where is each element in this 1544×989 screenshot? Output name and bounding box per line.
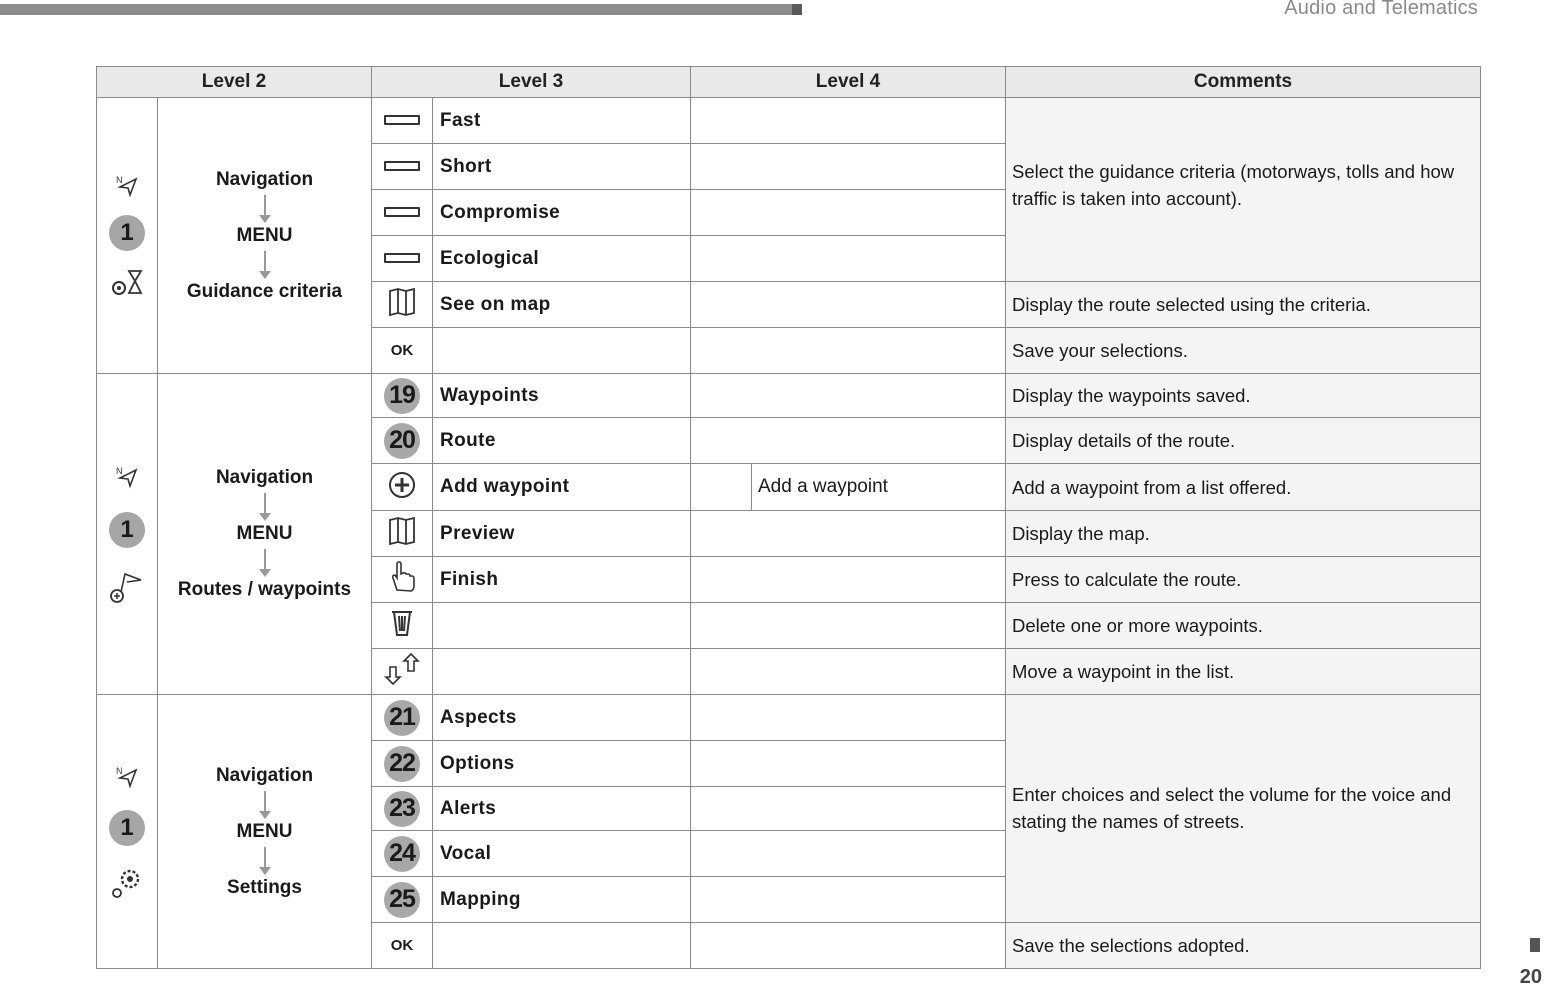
comment-cell: Press to calculate the route. [1006,557,1481,603]
dash-icon[interactable] [384,207,420,217]
comment-cell: Enter choices and select the volume for the voice and stating the names of streets. [1006,695,1481,923]
flag-waypoint-icon [109,570,145,604]
comment-cell: Save the selections adopted. [1006,923,1481,969]
comment-cell: Add a waypoint from a list offered. [1006,464,1481,511]
number-badge[interactable]: 21 [384,700,420,736]
level3-item[interactable]: Aspects [433,695,691,741]
navigation-arrow-icon [114,173,140,199]
level3-item[interactable]: Compromise [433,190,691,236]
level2-path [158,695,372,969]
down-arrow-icon [264,493,266,515]
section-icons [97,695,158,969]
ok-button[interactable]: OK [390,936,414,954]
level4-empty [691,418,1006,464]
level2-menu: MENU [236,523,293,544]
level4-empty [691,190,1006,236]
level3-item[interactable]: Fast [433,98,691,144]
number-badge[interactable]: 25 [384,882,420,918]
level2-navigation: Navigation [215,764,314,786]
menu-one-badge: 1 [109,512,145,548]
level3-empty [433,603,691,649]
level4-empty [691,649,1006,695]
number-badge[interactable]: 20 [384,423,420,459]
column-header-comments: Comments [1006,67,1481,98]
navigation-arrow-icon [114,464,140,490]
number-badge[interactable]: 24 [384,836,420,872]
comment-cell: Display the map. [1006,511,1481,557]
map-icon[interactable] [387,516,417,546]
svg-text:N: N [116,466,123,476]
level3-item[interactable]: Ecological [433,236,691,282]
level4-empty [691,831,1006,877]
level3-item[interactable]: Alerts [433,787,691,831]
level3-item[interactable]: Vocal [433,831,691,877]
comment-cell: Delete one or more waypoints. [1006,603,1481,649]
level2-navigation: Navigation [215,467,314,488]
level3-item[interactable]: Preview [433,511,691,557]
level3-item[interactable]: Route [433,418,691,464]
level4-empty [691,923,1006,969]
map-icon[interactable] [387,287,417,317]
level3-item[interactable]: See on map [433,282,691,328]
column-header-level3: Level 3 [372,67,691,98]
down-arrow-icon [264,791,266,813]
level3-item[interactable]: Options [433,741,691,787]
svg-text:N: N [116,765,123,776]
level4-cell [691,464,1006,511]
trash-icon[interactable] [389,609,415,637]
level2-submenu: Routes / waypoints [177,579,352,600]
comment-cell: Display the waypoints saved. [1006,374,1481,418]
add-icon[interactable] [387,470,417,500]
level4-empty [691,282,1006,328]
down-arrow-icon [264,549,266,571]
level3-item[interactable]: Finish [433,557,691,603]
level4-empty [691,877,1006,923]
comment-cell: Select the guidance criteria (motorways, tolls and how traffic is taken into account). [1006,98,1481,282]
level2-path [158,374,372,695]
menu-one-badge: 1 [109,215,145,251]
level2-menu: MENU [236,820,293,842]
menu-table [96,66,1481,969]
dash-icon[interactable] [384,253,420,263]
level2-navigation: Navigation [215,168,314,190]
page-number: 20 [1519,966,1542,988]
section-icons [97,374,158,695]
level3-item[interactable]: Waypoints [433,374,691,418]
level4-empty [691,787,1006,831]
level3-item[interactable]: Mapping [433,877,691,923]
ok-button[interactable]: OK [390,341,414,359]
settings-gears-icon [109,866,145,900]
level3-item[interactable]: Add waypoint [433,464,691,511]
number-badge[interactable]: 19 [384,378,420,414]
navigation-arrow-icon [114,764,140,790]
page-header-title: Audio and Telematics [1284,0,1478,19]
level4-empty [691,98,1006,144]
level4-empty [691,374,1006,418]
hand-icon[interactable] [387,560,417,594]
down-arrow-icon [264,251,266,273]
number-badge[interactable]: 23 [384,791,420,827]
number-badge[interactable]: 22 [384,746,420,782]
level4-empty [691,236,1006,282]
level2-submenu: Settings [227,876,302,898]
table-row [97,98,1481,144]
level2-path [158,98,372,374]
level4-empty [691,603,1006,649]
level4-empty [691,328,1006,374]
top-progress-bar [0,4,802,15]
level4-empty [691,511,1006,557]
settings-hourglass-icon [109,267,145,299]
dash-icon[interactable] [384,161,420,171]
level3-empty [433,923,691,969]
down-arrow-icon [264,195,266,217]
comment-cell: Save your selections. [1006,328,1481,374]
dash-icon[interactable] [384,115,420,125]
comment-cell: Display details of the route. [1006,418,1481,464]
table-row [97,695,1481,741]
level4-empty [691,741,1006,787]
column-header-level4: Level 4 [691,67,1006,98]
move-arrows-icon[interactable] [384,653,420,685]
level4-empty [691,695,1006,741]
level4-item[interactable]: Add a waypoint [758,476,888,497]
comment-cell: Display the route selected using the criteria. [1006,282,1481,328]
svg-text:N: N [116,174,123,185]
level3-item[interactable]: Short [433,144,691,190]
level4-empty [691,144,1006,190]
level4-empty [691,557,1006,603]
side-marker [1530,938,1540,952]
level3-empty [433,328,691,374]
level3-empty [433,649,691,695]
level2-submenu: Guidance criteria [186,280,343,302]
down-arrow-icon [264,847,266,869]
menu-one-badge: 1 [109,810,145,846]
section-icons [97,98,158,374]
comment-cell: Move a waypoint in the list. [1006,649,1481,695]
table-row [97,374,1481,418]
column-header-level2: Level 2 [97,67,372,98]
level2-menu: MENU [236,224,293,246]
